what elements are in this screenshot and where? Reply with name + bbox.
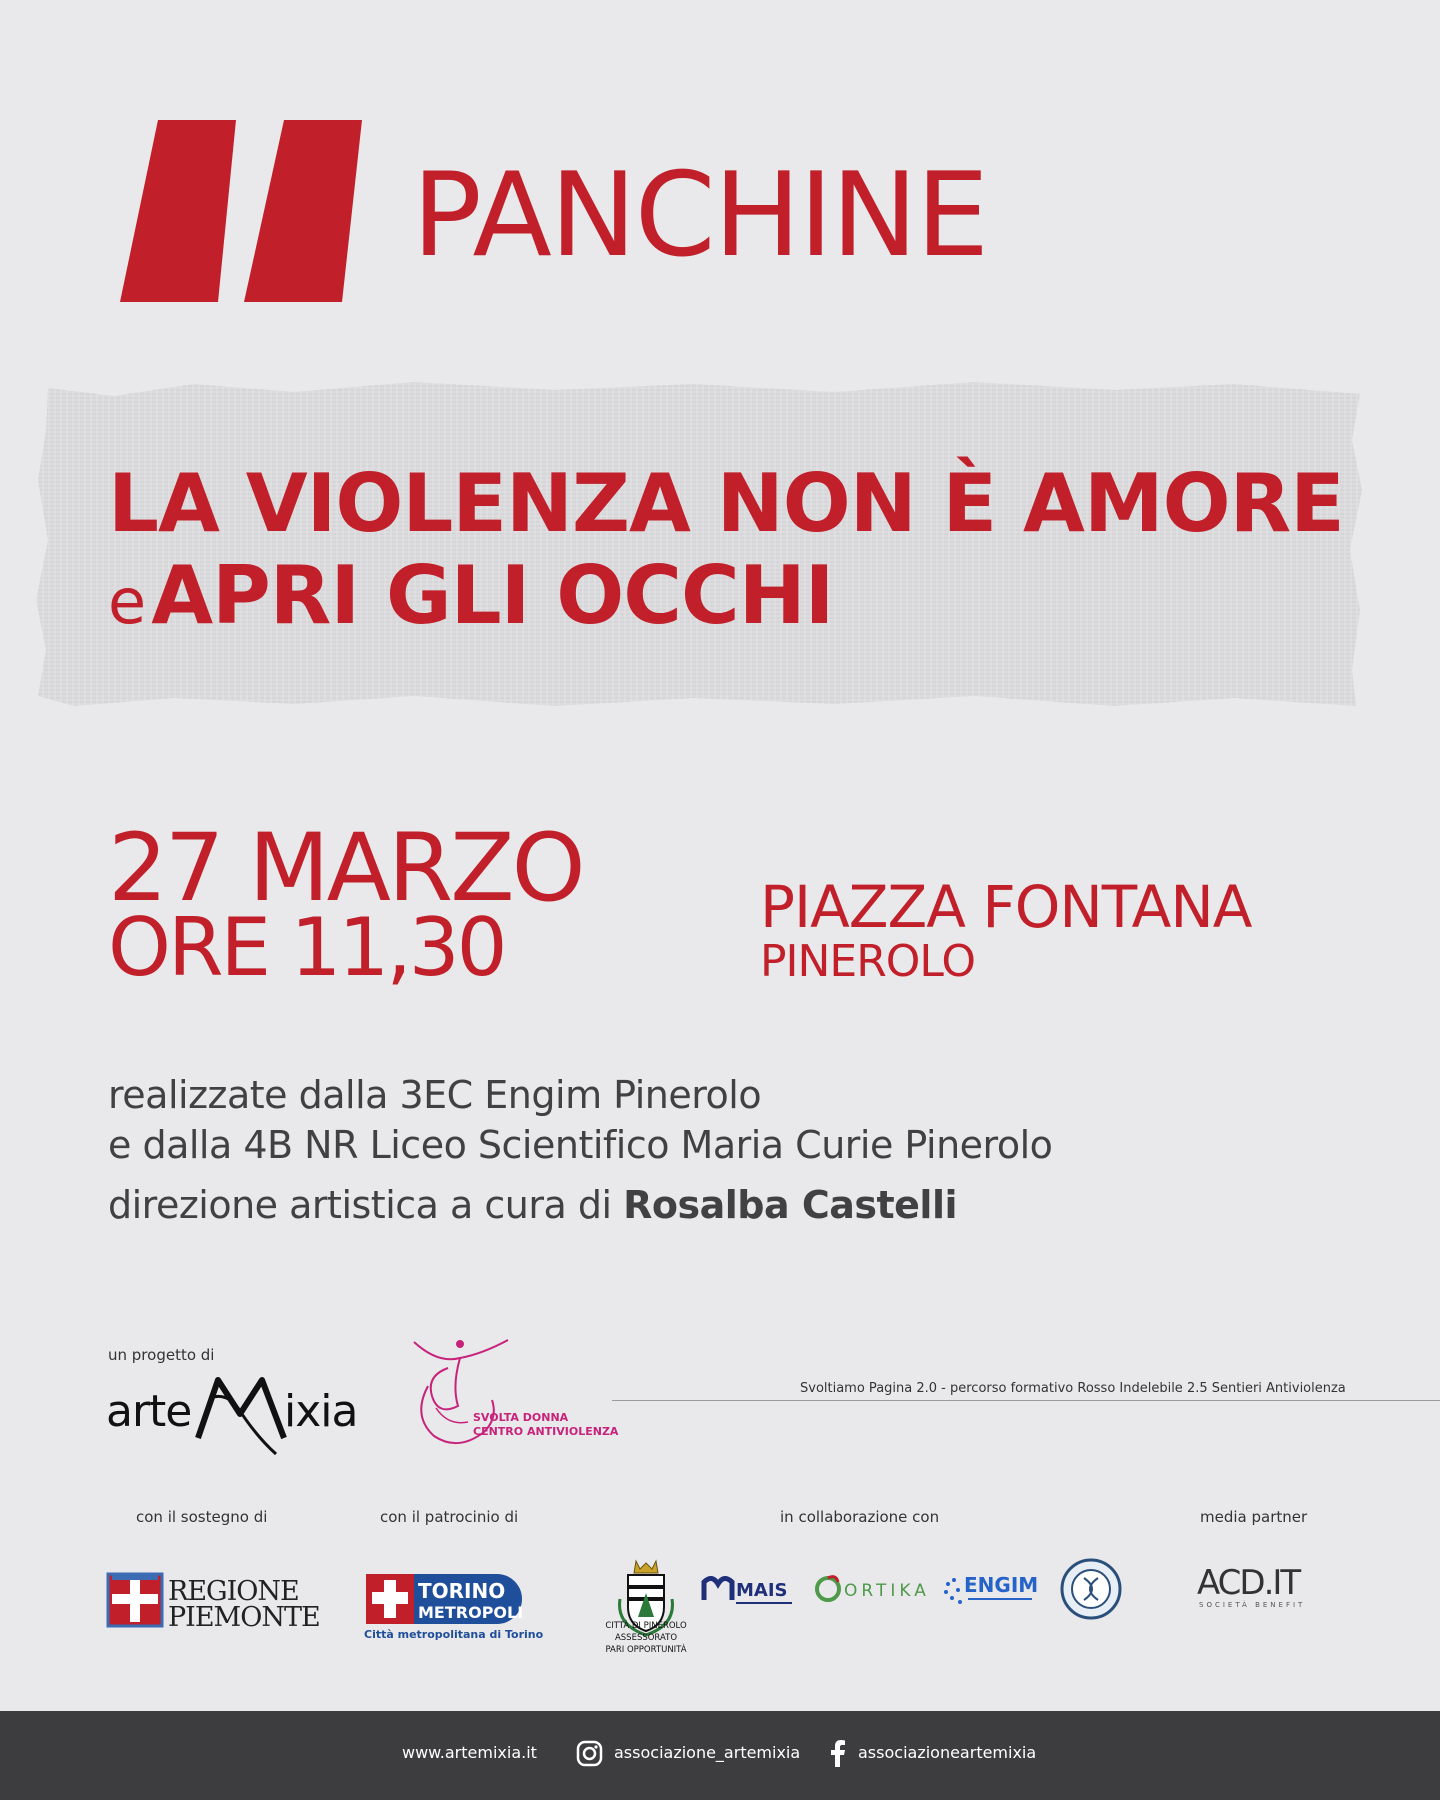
pinerolo-text-3: PARI OPPORTUNITÀ [605, 1645, 687, 1655]
sostegno-label: con il sostegno di [136, 1508, 268, 1526]
media-partner-label: media partner [1200, 1508, 1308, 1526]
artemixia-logo [106, 1368, 386, 1458]
svolta-text-2: CENTRO ANTIVIOLENZA [473, 1425, 619, 1438]
facebook-link[interactable]: associazioneartemixia [858, 1743, 1037, 1762]
ortika-text: ORTIKA [844, 1581, 930, 1601]
svg-text:ixia: ixia [284, 1386, 358, 1437]
mais-logo [702, 1570, 794, 1610]
divider-line [612, 1400, 1440, 1401]
liceo-seal-icon [1060, 1558, 1122, 1620]
credit-line-1: realizzate dalla 3EC Engim Pinerolo [108, 1073, 762, 1117]
website-link[interactable]: www.artemixia.it [402, 1743, 537, 1762]
torino-text-1: TORINO [418, 1579, 506, 1603]
facebook-icon[interactable] [830, 1740, 846, 1767]
instagram-link[interactable]: associazione_artemixia [614, 1743, 801, 1762]
credit-prefix: direzione artistica a cura di [108, 1183, 624, 1227]
torino-metropoli-logo [364, 1572, 544, 1642]
page-title: PANCHINE [412, 148, 988, 283]
event-date: 27 MARZO [108, 814, 583, 923]
credit-line-2: e dalla 4B NR Liceo Scientifico Maria Curie Pinerolo [108, 1123, 1053, 1167]
event-place: PIAZZA FONTANA [760, 873, 1252, 941]
credit-line-3 [108, 1183, 957, 1227]
svolta-text-1: SVOLTA DONNA [473, 1411, 569, 1424]
project-note: Svoltiamo Pagina 2.0 - percorso formativo Rosso Indelebile 2.5 Sentieri Antiviolenza [800, 1381, 1346, 1396]
headline-line-2-text: APRI GLI OCCHI [151, 549, 834, 642]
torino-sub: Città metropolitana di Torino [364, 1628, 544, 1641]
acd-logo-subtext: SOCIETÀ BENEFIT [1199, 1601, 1306, 1609]
pinerolo-text-1: CITTÀ DI PINEROLO [605, 1621, 687, 1631]
svg-text:arte: arte [106, 1386, 192, 1437]
patrocinio-label: con il patrocinio di [380, 1508, 519, 1526]
pinerolo-text-2: ASSESSORATO [614, 1633, 678, 1643]
regione-text-2: PIEMONTE [168, 1602, 320, 1633]
acd-logo-text: ACD.IT [1197, 1563, 1300, 1603]
collaborazione-label: in collaborazione con [780, 1508, 940, 1526]
headline-conjunction: e [108, 565, 147, 638]
engim-text: ENGIM [964, 1573, 1039, 1597]
headline-line-1: LA VIOLENZA NON È AMORE [108, 457, 1344, 550]
torino-text-2: METROPOLI [418, 1603, 524, 1622]
event-time: ORE 11,30 [108, 901, 505, 994]
quote-mark-icon [118, 118, 364, 304]
artist-name: Rosalba Castelli [623, 1183, 957, 1227]
regione-text-1: REGIONE [168, 1576, 299, 1607]
event-city: PINEROLO [760, 936, 976, 987]
headline-line-2 [108, 549, 834, 642]
instagram-icon[interactable] [576, 1740, 603, 1767]
engim-logo [942, 1570, 1038, 1610]
mais-text: MAIS [736, 1580, 788, 1601]
ortika-logo [814, 1572, 930, 1606]
project-label: un progetto di [108, 1346, 215, 1364]
